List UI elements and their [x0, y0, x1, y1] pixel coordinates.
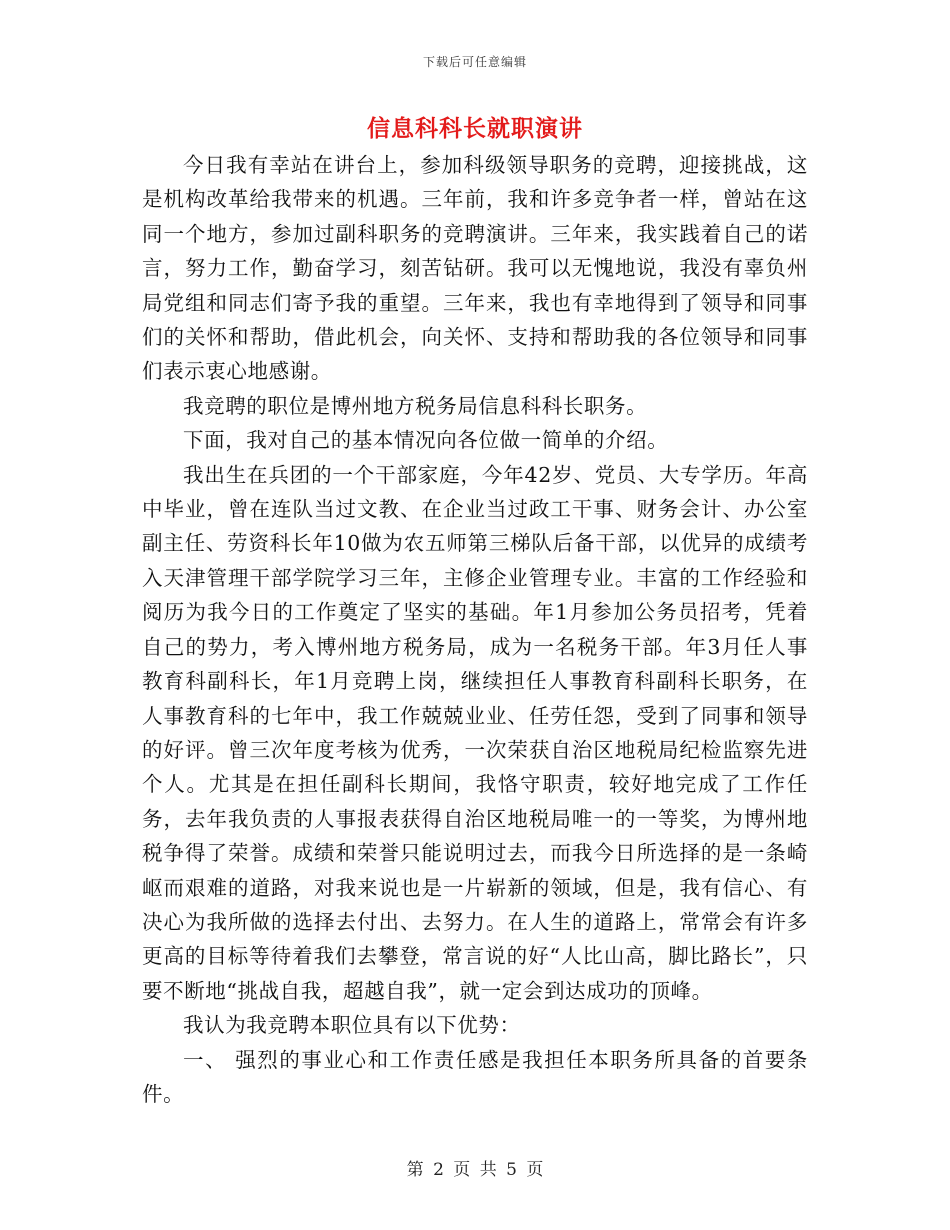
paragraph-advantage-1: 一、 强烈的事业心和工作责任感是我担任本职务所具备的首要条件。 — [142, 1047, 808, 1106]
paragraph-position: 我竞聘的职位是博州地方税务局信息科科长职务。 — [183, 393, 648, 418]
header-note: 下载后可任意编辑 — [422, 55, 527, 69]
paragraph-advantages-lead: 我认为我竞聘本职位具有以下优势： — [183, 1013, 521, 1038]
document-title: 信息科科长就职演讲 — [367, 115, 583, 142]
paragraph-opening: 今日我有幸站在讲台上，参加科级领导职务的竞聘，迎接挑战，这是机构改革给我带来的机遇。三年前，我和许多竞争者一样，曾站在这同一个地方，参加过副科职务的竞聘演讲。三年来，我实践着自己的诺言，努力工作，勤奋学习，刻苦钻研。我可以无愧地说，我没有辜负州局党组和同志们寄予我的重望。三年来，我也有幸地得到了领导和同事们的关怀和帮助，借此机会，向关怀、支持和帮助我的各位领导和同事们表示衷心地感谢。 — [142, 153, 808, 384]
paragraph-background: 我出生在兵团的一个干部家庭，今年42岁、党员、大专学历。年高中毕业，曾在连队当过文教、在企业当过政工干事、财务会计、办公室副主任、劳资科长年10做为农五师第三梯队后备干部，以优异的成绩考入天津管理干部学院学习三年，主修企业管理专业。丰富的工作经验和阅历为我今日的工作奠定了坚实的基础。年1月参加公务员招考，凭着自己的势力，考入博州地方税务局，成为一名税务干部。年3月任人事教育科副科长，年1月竞聘上岗，继续担任人事教育科副科长职务，在人事教育科的七年中，我工作兢兢业业、任劳任怨，受到了同事和领导的好评。曾三次年度考核为优秀，一次荣获自治区地税局纪检监察先进个人。尤其是在担任副科长期间，我恪守职责，较好地完成了工作任务，去年我负责的人事报表获得自治区地税局唯一的一等奖，为博州地税争得了荣誉。成绩和荣誉只能说明过去，而我今日所选择的是一条崎岖而艰难的道路，对我来说也是一片崭新的领域，但是，我有信心、有决心为我所做的选择去付出、去努力。在人生的道路上，常常会有许多更高的目标等待着我们去攀登，常言说的好“人比山高，脚比路长”，只要不断地“挑战自我，超越自我”，就一定会到达成功的顶峰。 — [142, 462, 808, 1003]
page-number-indicator: 第 2 页 共 5 页 — [406, 1160, 544, 1180]
document-body — [142, 148, 808, 1111]
paragraph-intro: 下面，我对自己的基本情况向各位做一简单的介绍。 — [183, 428, 669, 453]
